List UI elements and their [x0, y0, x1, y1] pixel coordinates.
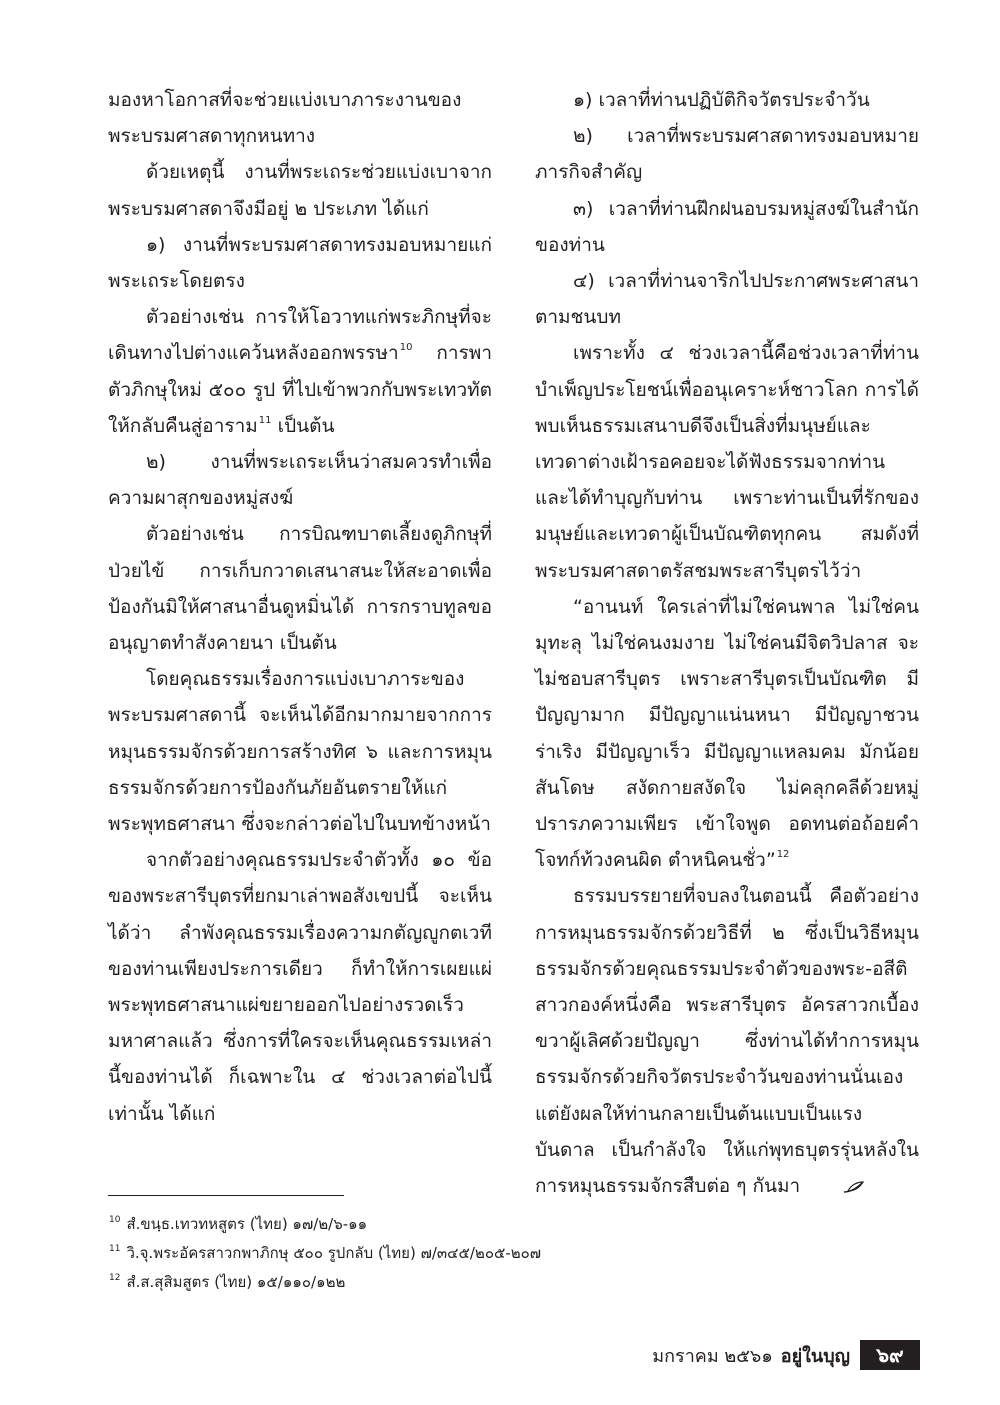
issue-date: มกราคม ๒๕๖๑ [652, 1345, 773, 1367]
footnote-number: 11 [109, 1244, 121, 1254]
paragraph: จากตัวอย่างคุณธรรมประจำตัวทั้ง ๑๐ ข้อของพระสารีบุตรที่ยกมาเล่าพอสังเขปนี้ จะเห็นได้ว่า ลำพังคุณธรรมเรื่องความกตัญญูกตเวทีของท่านเพียงประการเดียว ก็ทำให้การเผยแผ่พระพุทธศาสนาแผ่ขยายออกไปอย่างรวดเร็วมหาศาลแล้ว ซึ่งการที่ใครจะเห็นคุณธรรมเหล่านี้ของท่านได้ ก็เฉพาะใน ๔ ช่วงเวลาต่อไปนี้เท่านั้น ได้แก่ [108, 849, 492, 1125]
quote-paragraph [535, 589, 919, 879]
left-column [108, 82, 492, 1132]
footnote-text: วิ.จุ.พระอัครสาวกพาภิกษุ ๕๐๐ รูปกลับ (ไทย) ๗/๓๔๕/๒๐๕-๒๐๗ [126, 1244, 542, 1262]
footnote-item [108, 1268, 908, 1297]
paragraph-text: การพาตัวภิกษุใหม่ ๕๐๐ รูป ที่ไปเข้าพวกกับพระเทวทัตให้กลับคืนสู่อาราม [108, 342, 492, 437]
leaf-end-mark-icon [804, 1171, 866, 1207]
list-item: ๔) เวลาที่ท่านจาริกไปประกาศพระศาสนาตามชนบท [535, 270, 919, 329]
list-item: ๒) งานที่พระเถระเห็นว่าสมควรทำเพื่อความผาสุกของหมู่สงฆ์ [108, 451, 492, 510]
paragraph: โดยคุณธรรมเรื่องการแบ่งเบาภาระของพระบรมศาสดานี้ จะเห็นได้อีกมากมายจากการหมุนธรรมจักรด้วยการสร้างทิศ ๖ และการหมุนธรรมจักรด้วยการป้องกันภัยอันตรายให้แก่พระพุทธศาสนา ซึ่งจะกล่าวต่อไปในบทข้างหน้า [108, 668, 492, 836]
footnote-item [108, 1210, 908, 1239]
magazine-title: อยู่ในบุญ [780, 1345, 850, 1367]
paragraph: ด้วยเหตุนี้ งานที่พระเถระช่วยแบ่งเบาจากพระบรมศาสดาจึงมีอยู่ ๒ ประเภท ได้แก่ [108, 161, 492, 220]
quote-text: “อานนท์ ใครเล่าที่ไม่ใช่คนพาล ไม่ใช่คนมุทะลุ ไม่ใช่คนงมงาย ไม่ใช่คนมีจิตวิปลาส จะไม่ชอบสารีบุตร เพราะสารีบุตรเป็นบัณฑิต มีปัญญามาก มีปัญญาแน่นหนา มีปัญญาชวนร่าเริง มีปัญญาเร็ว มีปัญญาแหลมคม มักน้อย สันโดษ สงัดกายสงัดใจ ไม่คลุกคลีด้วยหมู่ ปรารภความเพียร เข้าใจพูด อดทนต่อถ้อยคำ โจทก์ท้วงคนผิด ตำหนิคนชั่ว” [535, 595, 919, 872]
footnote-text: สํ.ขนฺธ.เทวทหสูตร (ไทย) ๑๗/๒/๖-๑๑ [126, 1215, 368, 1233]
right-column [535, 82, 919, 1207]
paragraph-text: ตัวอย่างเช่น การให้โอวาทแก่พระภิกษุที่จะเดินทางไปต่างแคว้นหลังออกพรรษา [108, 306, 492, 365]
footnote-number: 12 [109, 1273, 121, 1283]
paragraph-text: ธรรมบรรยายที่จบลงในตอนนี้ คือตัวอย่างการหมุนธรรมจักรด้วยวิธีที่ ๒ ซึ่งเป็นวิธีหมุนธรรมจักรด้วยคุณธรรมประจำตัวของพระ-อสีติสาวกองค์หนึ่งคือ พระสารีบุตร อัครสาวกเบื้องขวาผู้เลิศด้วยปัญญา ซึ่งท่านได้ทำการหมุนธรรมจักรด้วยกิจวัตรประจำวันของท่านนั่นเอง แต่ยังผลให้ท่านกลายเป็นต้นแบบเป็นแรงบันดาล เป็นกำลังใจ ให้แก่พุทธบุตรรุ่นหลังในการหมุนธรรมจักรสืบต่อ ๆ กันมา [535, 885, 919, 1198]
list-item: ๑) งานที่พระบรมศาสดาทรงมอบหมายแก่พระเถระโดยตรง [108, 233, 492, 293]
footnote-text: สํ.ส.สุสิมสูตร (ไทย) ๑๕/๑๑๐/๑๒๒ [126, 1273, 346, 1291]
paragraph: ตัวอย่างเช่น การบิณฑบาตเลี้ยงดูภิกษุที่ป่วยไข้ การเก็บกวาดเสนาสนะให้สะอาดเพื่อป้องกันมิให้ศาสนาอื่นดูหมิ่นได้ การกราบทูลขออนุญาตทำสังคายนา เป็นต้น [108, 523, 492, 655]
page-number: ๖๙ [860, 1340, 920, 1370]
paragraph: เพราะทั้ง ๔ ช่วงเวลานี้คือช่วงเวลาที่ท่านบำเพ็ญประโยชน์เพื่ออนุเคราะห์ชาวโลก การได้พบเห็นธรรมเสนาบดีจึงเป็นสิ่งที่มนุษย์และเทวดาต่างเฝ้ารอคอยจะได้ฟังธรรมจากท่าน และได้ทำบุญกับท่าน เพราะท่านเป็นที่รักของมนุษย์และเทวดาผู้เป็นบัณฑิตทุกคน สมดังที่พระบรมศาสดาตรัสชมพระสารีบุตรไว้ว่า [535, 342, 919, 582]
footnote-ref[interactable]: 11 [258, 414, 272, 426]
footnote-ref[interactable]: 12 [776, 849, 790, 861]
paragraph [108, 299, 492, 444]
footnotes [108, 1210, 908, 1297]
list-item: ๓) เวลาที่ท่านฝึกฝนอบรมหมู่สงฆ์ในสำนักของท่าน [535, 197, 919, 256]
list-item: ๑) เวลาที่ท่านปฏิบัติกิจวัตรประจำวัน [573, 89, 870, 111]
footnote-item [108, 1239, 908, 1268]
list-item: ๒) เวลาที่พระบรมศาสดาทรงมอบหมายภารกิจสำคัญ [535, 125, 919, 184]
paragraph-text: เป็นต้น [277, 414, 335, 437]
page-footer [652, 1340, 920, 1370]
paragraph [535, 878, 919, 1207]
footnote-ref[interactable]: 10 [399, 342, 413, 354]
paragraph: มองหาโอกาสที่จะช่วยแบ่งเบาภาระงานของพระบรมศาสดาทุกหนทาง [108, 89, 462, 148]
footnote-number: 10 [109, 1215, 121, 1225]
footnote-divider [108, 1195, 344, 1196]
